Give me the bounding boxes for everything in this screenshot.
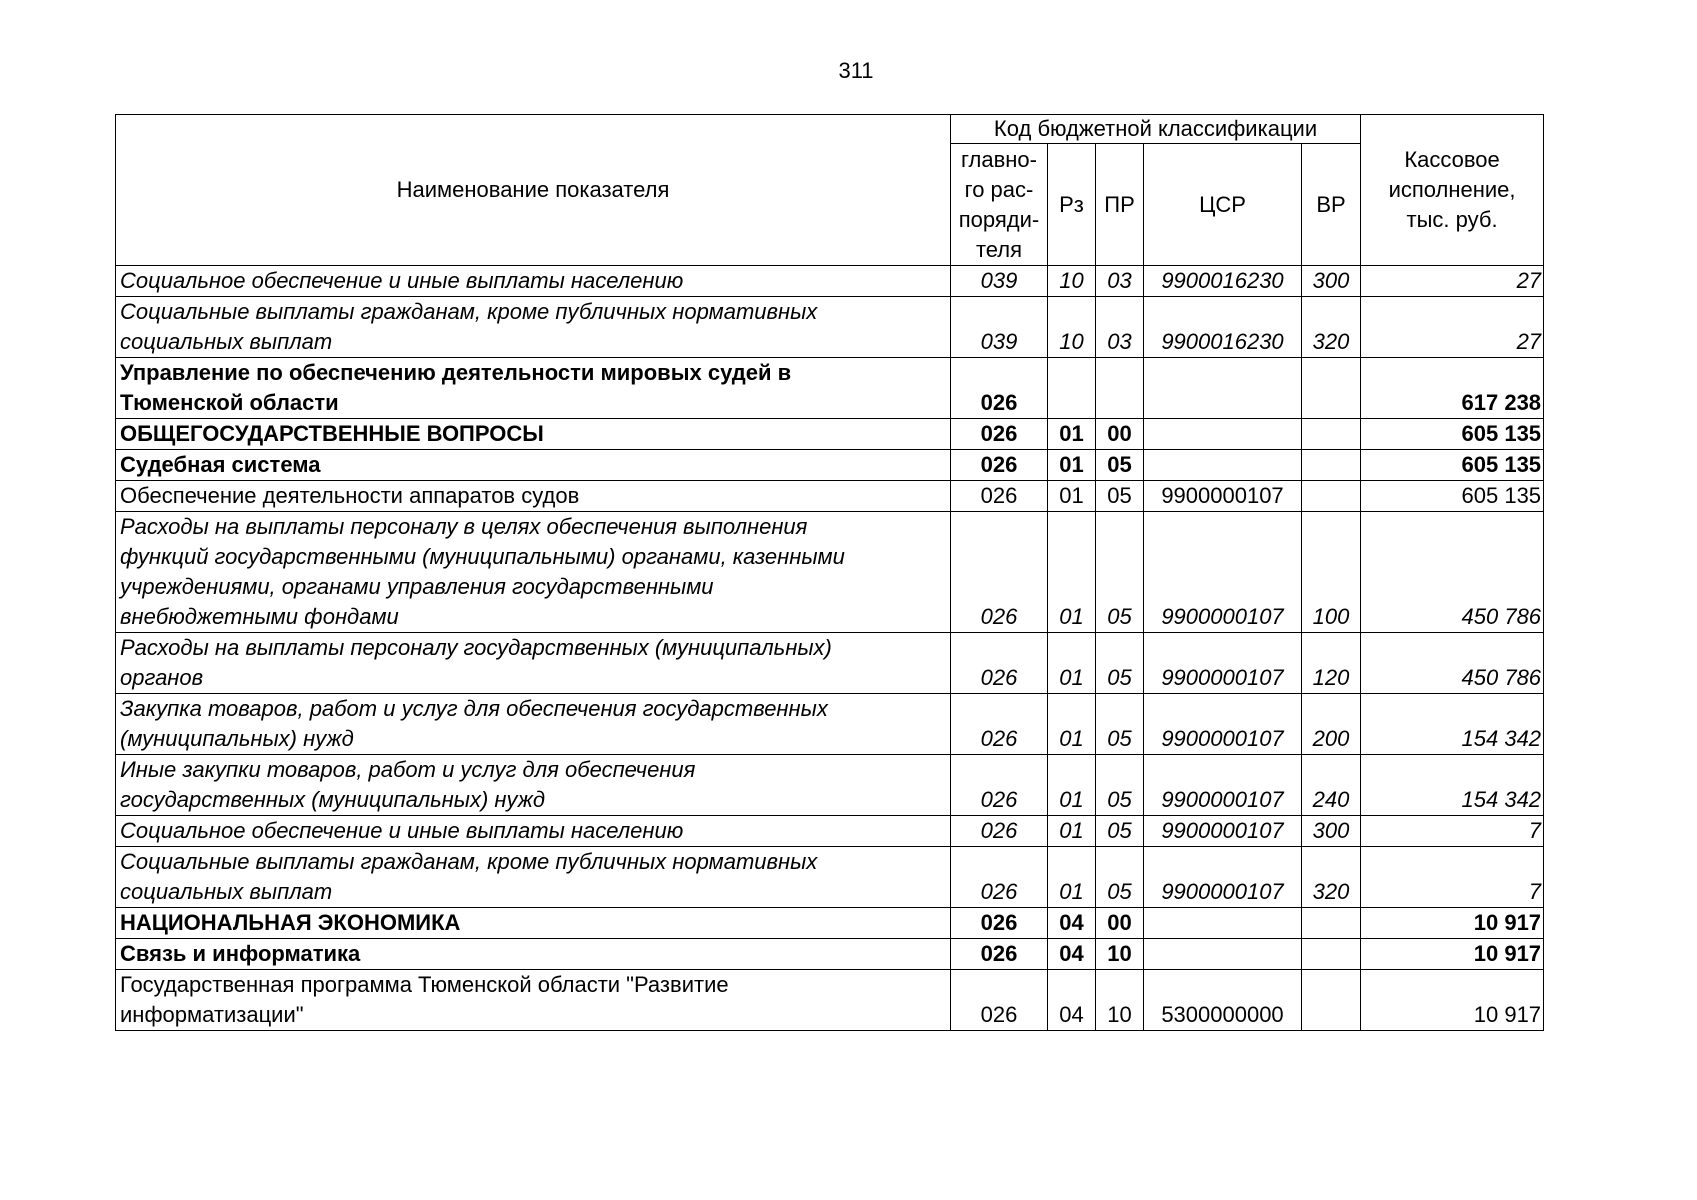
cell-vr: 100 [1302, 512, 1361, 633]
cell-glavnogo: 026 [951, 512, 1048, 633]
cell-name [116, 694, 951, 755]
table-row [116, 908, 1544, 939]
table-row [116, 847, 1544, 908]
cell-amount: 7 [1361, 816, 1544, 847]
cell-name-line: Социальные выплаты гражданам, кроме публичных нормативных [120, 849, 818, 874]
cell-rz: 01 [1048, 694, 1096, 755]
table-row [116, 755, 1544, 816]
cell-name [116, 266, 951, 297]
cell-pr: 05 [1096, 847, 1144, 908]
cell-csr [1144, 908, 1302, 939]
cell-amount: 450 786 [1361, 512, 1544, 633]
cell-pr: 10 [1096, 970, 1144, 1031]
cell-rz: 10 [1048, 297, 1096, 358]
cell-name-line: Расходы на выплаты персоналу государственных (муниципальных) [120, 635, 832, 660]
header-glavnogo [951, 144, 1048, 266]
cell-name [116, 450, 951, 481]
cell-vr: 200 [1302, 694, 1361, 755]
header-csr: ЦСР [1144, 144, 1302, 266]
cell-vr: 320 [1302, 297, 1361, 358]
cell-name-line: органов [120, 665, 204, 690]
cell-name-line: (муниципальных) нужд [120, 726, 354, 751]
cell-name [116, 970, 951, 1031]
cell-glavnogo: 026 [951, 847, 1048, 908]
cell-rz: 01 [1048, 450, 1096, 481]
cell-pr: 05 [1096, 755, 1144, 816]
cell-pr: 05 [1096, 633, 1144, 694]
cell-vr [1302, 358, 1361, 419]
cell-pr: 03 [1096, 266, 1144, 297]
cell-name-line: социальных выплат [120, 879, 333, 904]
cell-glavnogo: 026 [951, 358, 1048, 419]
cell-vr: 300 [1302, 816, 1361, 847]
cell-name [116, 939, 951, 970]
cell-pr: 05 [1096, 512, 1144, 633]
cell-glavnogo: 026 [951, 908, 1048, 939]
header-glavnogo-line3: поряди- [958, 206, 1040, 232]
cell-vr [1302, 419, 1361, 450]
cell-csr: 9900016230 [1144, 266, 1302, 297]
header-vr: ВР [1302, 144, 1361, 266]
cell-name-line: социальных выплат [120, 329, 333, 354]
cell-rz: 01 [1048, 481, 1096, 512]
cell-csr: 9900000107 [1144, 633, 1302, 694]
cell-vr: 120 [1302, 633, 1361, 694]
cell-name-line: Обеспечение деятельности аппаратов судов [120, 483, 580, 508]
cell-amount: 154 342 [1361, 755, 1544, 816]
cell-name-line: Социальные выплаты гражданам, кроме публичных нормативных [120, 299, 818, 324]
cell-name [116, 633, 951, 694]
cell-csr [1144, 419, 1302, 450]
budget-table [115, 114, 1544, 1031]
table-row [116, 633, 1544, 694]
table-row [116, 358, 1544, 419]
table-header [116, 115, 1544, 266]
cell-name [116, 755, 951, 816]
header-pr: ПР [1096, 144, 1144, 266]
cell-name [116, 908, 951, 939]
table-body [116, 266, 1544, 1031]
cell-glavnogo: 039 [951, 266, 1048, 297]
cell-pr: 05 [1096, 481, 1144, 512]
header-rz: Рз [1048, 144, 1096, 266]
cell-pr [1096, 358, 1144, 419]
cell-name [116, 297, 951, 358]
cell-csr: 9900000107 [1144, 755, 1302, 816]
cell-vr [1302, 481, 1361, 512]
cell-csr: 9900000107 [1144, 694, 1302, 755]
table-row [116, 512, 1544, 633]
cell-glavnogo: 026 [951, 694, 1048, 755]
table-row [116, 297, 1544, 358]
cell-rz: 01 [1048, 419, 1096, 450]
cell-name-line: государственных (муниципальных) нужд [120, 787, 546, 812]
cell-vr [1302, 450, 1361, 481]
cell-name-line: функций государственными (муниципальными) органами, казенными [120, 544, 845, 569]
cell-csr [1144, 450, 1302, 481]
header-amount-line3: тыс. руб. [1406, 207, 1498, 232]
cell-amount: 27 [1361, 297, 1544, 358]
cell-name-line: Расходы на выплаты персоналу в целях обеспечения выполнения [120, 514, 808, 539]
cell-csr [1144, 939, 1302, 970]
cell-amount: 27 [1361, 266, 1544, 297]
cell-amount: 7 [1361, 847, 1544, 908]
cell-pr: 03 [1096, 297, 1144, 358]
cell-amount: 605 135 [1361, 481, 1544, 512]
cell-name-line: учреждениями, органами управления государственными [120, 574, 714, 599]
cell-name-line: Государственная программа Тюменской области "Развитие [120, 972, 729, 997]
cell-name [116, 481, 951, 512]
cell-pr: 05 [1096, 694, 1144, 755]
cell-rz: 01 [1048, 633, 1096, 694]
cell-glavnogo: 026 [951, 970, 1048, 1031]
cell-csr: 9900016230 [1144, 297, 1302, 358]
cell-csr: 9900000107 [1144, 512, 1302, 633]
cell-name-line: внебюджетными фондами [120, 604, 399, 629]
cell-name-line: Социальное обеспечение и иные выплаты населению [120, 818, 684, 843]
page-number: 311 [838, 58, 874, 83]
cell-vr [1302, 970, 1361, 1031]
cell-pr: 05 [1096, 450, 1144, 481]
table-row [116, 694, 1544, 755]
cell-name-line: Связь и информатика [120, 941, 361, 966]
table-row [116, 450, 1544, 481]
table-row [116, 970, 1544, 1031]
cell-name [116, 847, 951, 908]
cell-name-line: Иные закупки товаров, работ и услуг для обеспечения [120, 757, 696, 782]
cell-pr: 00 [1096, 419, 1144, 450]
cell-name-line: Закупка товаров, работ и услуг для обеспечения государственных [120, 696, 828, 721]
cell-vr [1302, 908, 1361, 939]
table-row [116, 816, 1544, 847]
cell-name-line: Судебная система [120, 452, 321, 477]
cell-name-line: Социальное обеспечение и иные выплаты населению [120, 268, 684, 293]
header-amount-line2: исполнение, [1388, 177, 1516, 202]
cell-amount: 605 135 [1361, 419, 1544, 450]
cell-rz: 10 [1048, 266, 1096, 297]
cell-name-line: Тюменской области [120, 390, 339, 415]
cell-csr: 5300000000 [1144, 970, 1302, 1031]
table-row [116, 481, 1544, 512]
cell-pr: 10 [1096, 939, 1144, 970]
table-row [116, 939, 1544, 970]
cell-vr: 240 [1302, 755, 1361, 816]
cell-vr: 320 [1302, 847, 1361, 908]
header-kbk-group: Код бюджетной классификации [951, 115, 1361, 144]
cell-name [116, 816, 951, 847]
header-name: Наименование показателя [116, 115, 951, 266]
header-glavnogo-line1: главно- [960, 146, 1037, 172]
cell-rz: 04 [1048, 939, 1096, 970]
cell-glavnogo: 026 [951, 939, 1048, 970]
header-glavnogo-line2: го рас- [964, 176, 1034, 202]
cell-amount: 450 786 [1361, 633, 1544, 694]
cell-pr: 05 [1096, 816, 1144, 847]
cell-rz: 01 [1048, 755, 1096, 816]
cell-name-line: информатизации" [120, 1002, 304, 1027]
cell-vr: 300 [1302, 266, 1361, 297]
cell-name [116, 419, 951, 450]
cell-pr: 00 [1096, 908, 1144, 939]
cell-amount: 617 238 [1361, 358, 1544, 419]
cell-rz [1048, 358, 1096, 419]
cell-rz: 04 [1048, 970, 1096, 1031]
table-row [116, 419, 1544, 450]
cell-name-line: НАЦИОНАЛЬНАЯ ЭКОНОМИКА [120, 910, 461, 935]
cell-glavnogo: 026 [951, 633, 1048, 694]
cell-csr: 9900000107 [1144, 847, 1302, 908]
table-row [116, 266, 1544, 297]
cell-name-line: Управление по обеспечению деятельности мировых судей в [120, 360, 792, 385]
cell-glavnogo: 026 [951, 450, 1048, 481]
cell-csr: 9900000107 [1144, 481, 1302, 512]
cell-amount: 10 917 [1361, 939, 1544, 970]
cell-name [116, 512, 951, 633]
header-amount [1361, 115, 1544, 266]
cell-amount: 154 342 [1361, 694, 1544, 755]
cell-glavnogo: 026 [951, 481, 1048, 512]
header-glavnogo-line4: теля [975, 236, 1023, 262]
cell-glavnogo: 026 [951, 419, 1048, 450]
cell-name-line: ОБЩЕГОСУДАРСТВЕННЫЕ ВОПРОСЫ [120, 421, 544, 446]
cell-amount: 605 135 [1361, 450, 1544, 481]
cell-amount: 10 917 [1361, 908, 1544, 939]
cell-vr [1302, 939, 1361, 970]
cell-csr: 9900000107 [1144, 816, 1302, 847]
cell-name [116, 358, 951, 419]
cell-glavnogo: 026 [951, 816, 1048, 847]
cell-rz: 04 [1048, 908, 1096, 939]
cell-amount: 10 917 [1361, 970, 1544, 1031]
cell-csr [1144, 358, 1302, 419]
header-amount-line1: Кассовое [1404, 147, 1500, 172]
cell-rz: 01 [1048, 847, 1096, 908]
cell-glavnogo: 026 [951, 755, 1048, 816]
cell-rz: 01 [1048, 512, 1096, 633]
cell-rz: 01 [1048, 816, 1096, 847]
cell-glavnogo: 039 [951, 297, 1048, 358]
